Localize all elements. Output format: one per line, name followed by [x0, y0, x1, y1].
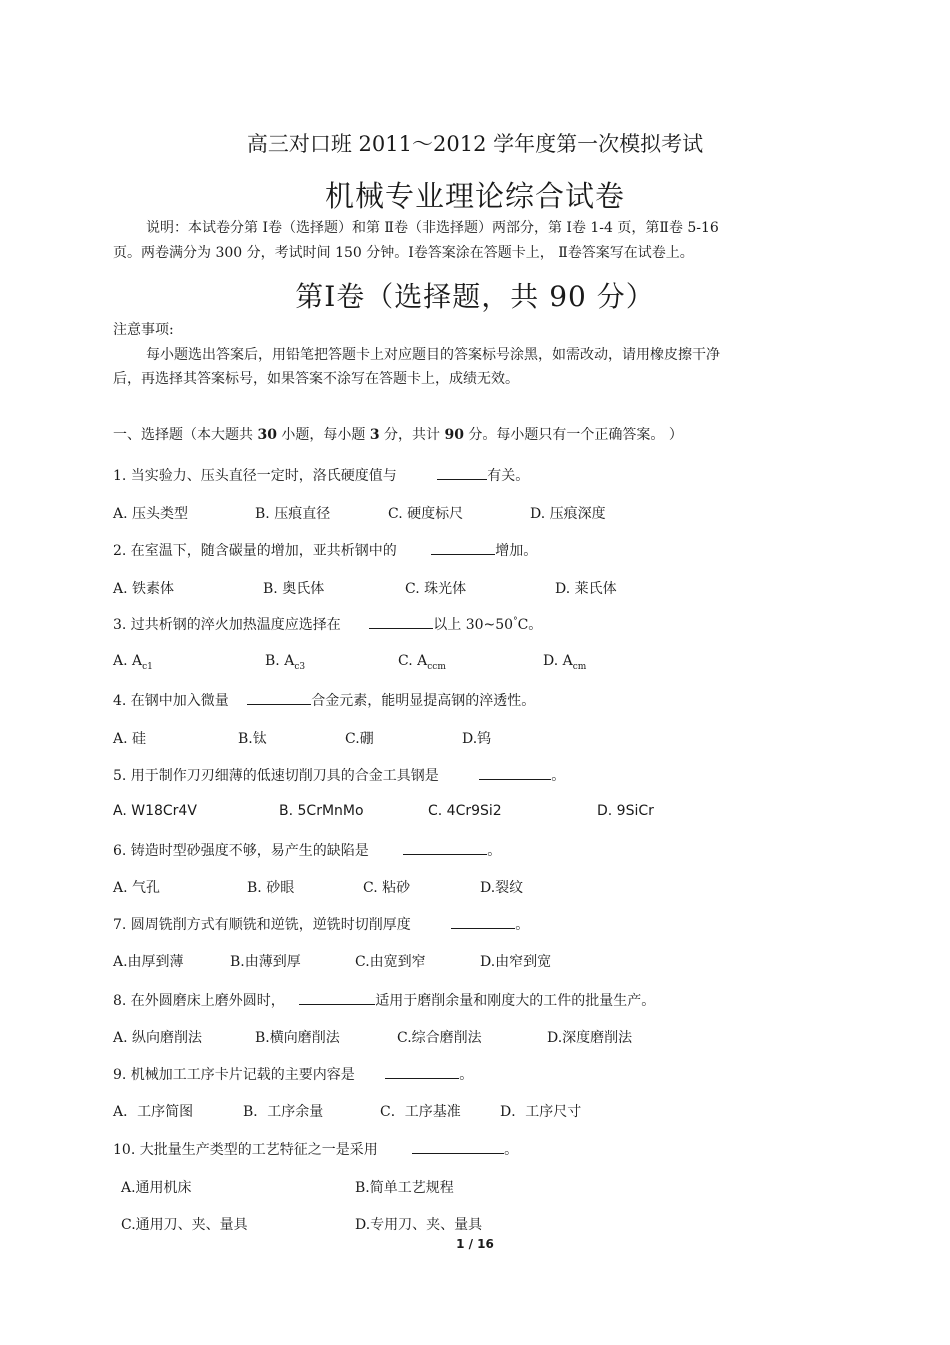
- option-a: A.由厚到薄: [113, 954, 184, 970]
- part-mid1: 小题，每小题: [276, 427, 370, 443]
- notice-body: [113, 343, 720, 391]
- option-b: B.简单工艺规程: [355, 1180, 454, 1196]
- option-d: D.钨: [462, 731, 492, 747]
- instructions: [113, 216, 719, 266]
- notice-line-2: 后，再选择其答案标号，如果答案不涂写在答题卡上，成绩无效。: [113, 371, 519, 387]
- option-a: A. 纵向磨削法: [113, 1030, 203, 1046]
- question-2-text: 2. 在室温下，随含碳量的增加，亚共析钢中的: [113, 543, 397, 559]
- question-7-text: 7. 圆周铣削方式有顺铣和逆铣，逆铣时切削厚度: [113, 917, 411, 933]
- answer-blank: [437, 465, 487, 480]
- question-9-tail: 。: [459, 1067, 474, 1083]
- instruction-line-2: 页。两卷满分为 300 分，考试时间 150 分钟。Ⅰ卷答案涂在答题卡上， Ⅱ卷答案写在试卷上。: [113, 245, 694, 261]
- option-d: D. 压痕深度: [530, 506, 606, 522]
- answer-blank: [369, 614, 433, 629]
- option-a: A. $A_{c1}$: [113, 653, 153, 672]
- question-10-text: 10. 大批量生产类型的工艺特征之一是采用: [113, 1142, 378, 1158]
- question-10: [113, 1139, 518, 1159]
- question-4-tail: 合金元素，能明显提高钢的淬透性。: [311, 693, 536, 709]
- option-b: B.由薄到厚: [230, 954, 301, 970]
- option-c: C.硼: [345, 731, 374, 747]
- option-a: A. 硅: [113, 731, 147, 747]
- option-a: A. 铁素体: [113, 581, 175, 597]
- question-6-text: 6. 铸造时型砂强度不够，易产生的缺陷是: [113, 843, 369, 859]
- option-b: B. 奥氏体: [263, 581, 325, 597]
- option-d: D.裂纹: [480, 880, 524, 896]
- option-c: C. 4Cr9Si2: [428, 803, 502, 819]
- question-1-text: 1. 当实验力、压头直径一定时，洛氏硬度值与: [113, 468, 397, 484]
- section-title: 第Ⅰ卷（选择题，共 90 分）: [295, 280, 655, 313]
- option-b: B. 压痕直径: [255, 506, 331, 522]
- answer-blank: [385, 1064, 459, 1079]
- question-9-text: 9. 机械加工工序卡片记载的主要内容是: [113, 1067, 355, 1083]
- option-a: A．工序简图: [113, 1104, 194, 1120]
- question-5-text: 5. 用于制作刀刃细薄的低速切削刀具的合金工具钢是: [113, 768, 439, 784]
- question-4-text: 4. 在钢中加入微量: [113, 693, 229, 709]
- option-c: C. 粘砂: [363, 880, 411, 896]
- option-a: A.通用机床: [121, 1180, 192, 1196]
- part-suffix: 分。每小题只有一个正确答案。 ）: [463, 427, 683, 443]
- notice-line-1: 每小题选出答案后，用铅笔把答题卡上对应题目的答案标号涂黑，如需改动，请用橡皮擦干净: [146, 347, 720, 363]
- option-d: D. 莱氏体: [555, 581, 617, 597]
- part-count: 30: [257, 427, 277, 443]
- question-8-text: 8. 在外圆磨床上磨外圆时，: [113, 993, 285, 1009]
- answer-blank: [431, 540, 495, 555]
- question-7-tail: 。: [515, 917, 530, 933]
- subscript: ccm: [427, 661, 446, 672]
- question-8-tail: 适用于磨削余量和刚度大的工件的批量生产。: [375, 993, 656, 1009]
- option-c: C. 珠光体: [405, 581, 467, 597]
- option-d: D. $A_{cm}$: [543, 653, 587, 672]
- question-3-text: 3. 过共析钢的淬火加热温度应选择在: [113, 617, 341, 633]
- subscript: c1: [142, 661, 153, 672]
- instruction-line-1: 说明：本试卷分第 Ⅰ卷（选择题）和第 Ⅱ卷（非选择题）两部分，第 Ⅰ卷 1-4 页，第Ⅱ卷 5-16: [146, 220, 719, 236]
- question-8: [113, 990, 655, 1010]
- exam-title: 高三对口班 2011～2012 学年度第一次模拟考试: [246, 132, 704, 156]
- question-6-tail: 。: [487, 843, 502, 859]
- option-c: C.通用刀、夹、量具: [121, 1217, 248, 1233]
- question-5-tail: 。: [551, 768, 566, 784]
- subscript: c3: [294, 661, 306, 672]
- option-d: D.专用刀、夹、量具: [355, 1217, 483, 1233]
- part-mid2: 分，共计: [379, 427, 445, 443]
- question-9: [113, 1064, 473, 1084]
- question-6: [113, 840, 501, 860]
- option-c: C．工序基准: [380, 1104, 461, 1120]
- notice-heading: 注意事项:: [113, 322, 174, 338]
- option-c: C. 硬度标尺: [388, 506, 464, 522]
- option-d: D.由窄到宽: [480, 954, 552, 970]
- option-b: B.钛: [238, 731, 267, 747]
- part-heading: [113, 424, 683, 444]
- option-c: C.由宽到窄: [355, 954, 426, 970]
- option-b: B．工序余量: [243, 1104, 324, 1120]
- answer-blank: [479, 765, 551, 780]
- question-4: [113, 690, 535, 710]
- answer-blank: [451, 914, 515, 929]
- option-d: D.深度磨削法: [547, 1030, 633, 1046]
- answer-blank: [247, 690, 311, 705]
- answer-blank: [412, 1139, 504, 1154]
- option-c: C.综合磨削法: [397, 1030, 482, 1046]
- degree-mark: °: [513, 616, 518, 627]
- option-b: B. 5CrMnMo: [279, 803, 364, 819]
- question-3-tail: 以上 30~50: [433, 617, 514, 633]
- question-5: [113, 765, 565, 785]
- answer-blank: [299, 990, 375, 1005]
- option-b: B.横向磨削法: [255, 1030, 340, 1046]
- answer-blank: [403, 840, 487, 855]
- part-total: 90: [444, 427, 464, 443]
- option-b: B. 砂眼: [247, 880, 295, 896]
- page-number: 1 / 16: [456, 1237, 494, 1251]
- question-2: [113, 540, 537, 560]
- option-a: A. 气孔: [113, 880, 161, 896]
- option-d: D. 9SiCr: [597, 803, 654, 819]
- option-a: A. 压头类型: [113, 506, 189, 522]
- option-c: C. $A_{ccm}$: [398, 653, 446, 672]
- subscript: cm: [572, 661, 587, 672]
- paper-title: 机械专业理论综合试卷: [324, 179, 625, 213]
- question-1: [113, 465, 529, 485]
- option-b: B. $A_{c3}$: [265, 653, 306, 672]
- part-prefix: 一、选择题（本大题共: [113, 427, 258, 443]
- question-3: [113, 614, 542, 634]
- question-1-tail: 有关。: [487, 468, 530, 484]
- question-10-tail: 。: [504, 1142, 519, 1158]
- option-a: A. W18Cr4V: [113, 803, 197, 819]
- question-2-tail: 增加。: [495, 543, 538, 559]
- question-7: [113, 914, 529, 934]
- option-d: D．工序尺寸: [500, 1104, 582, 1120]
- temperature-unit: C。: [517, 617, 543, 633]
- part-each: 3: [369, 427, 380, 443]
